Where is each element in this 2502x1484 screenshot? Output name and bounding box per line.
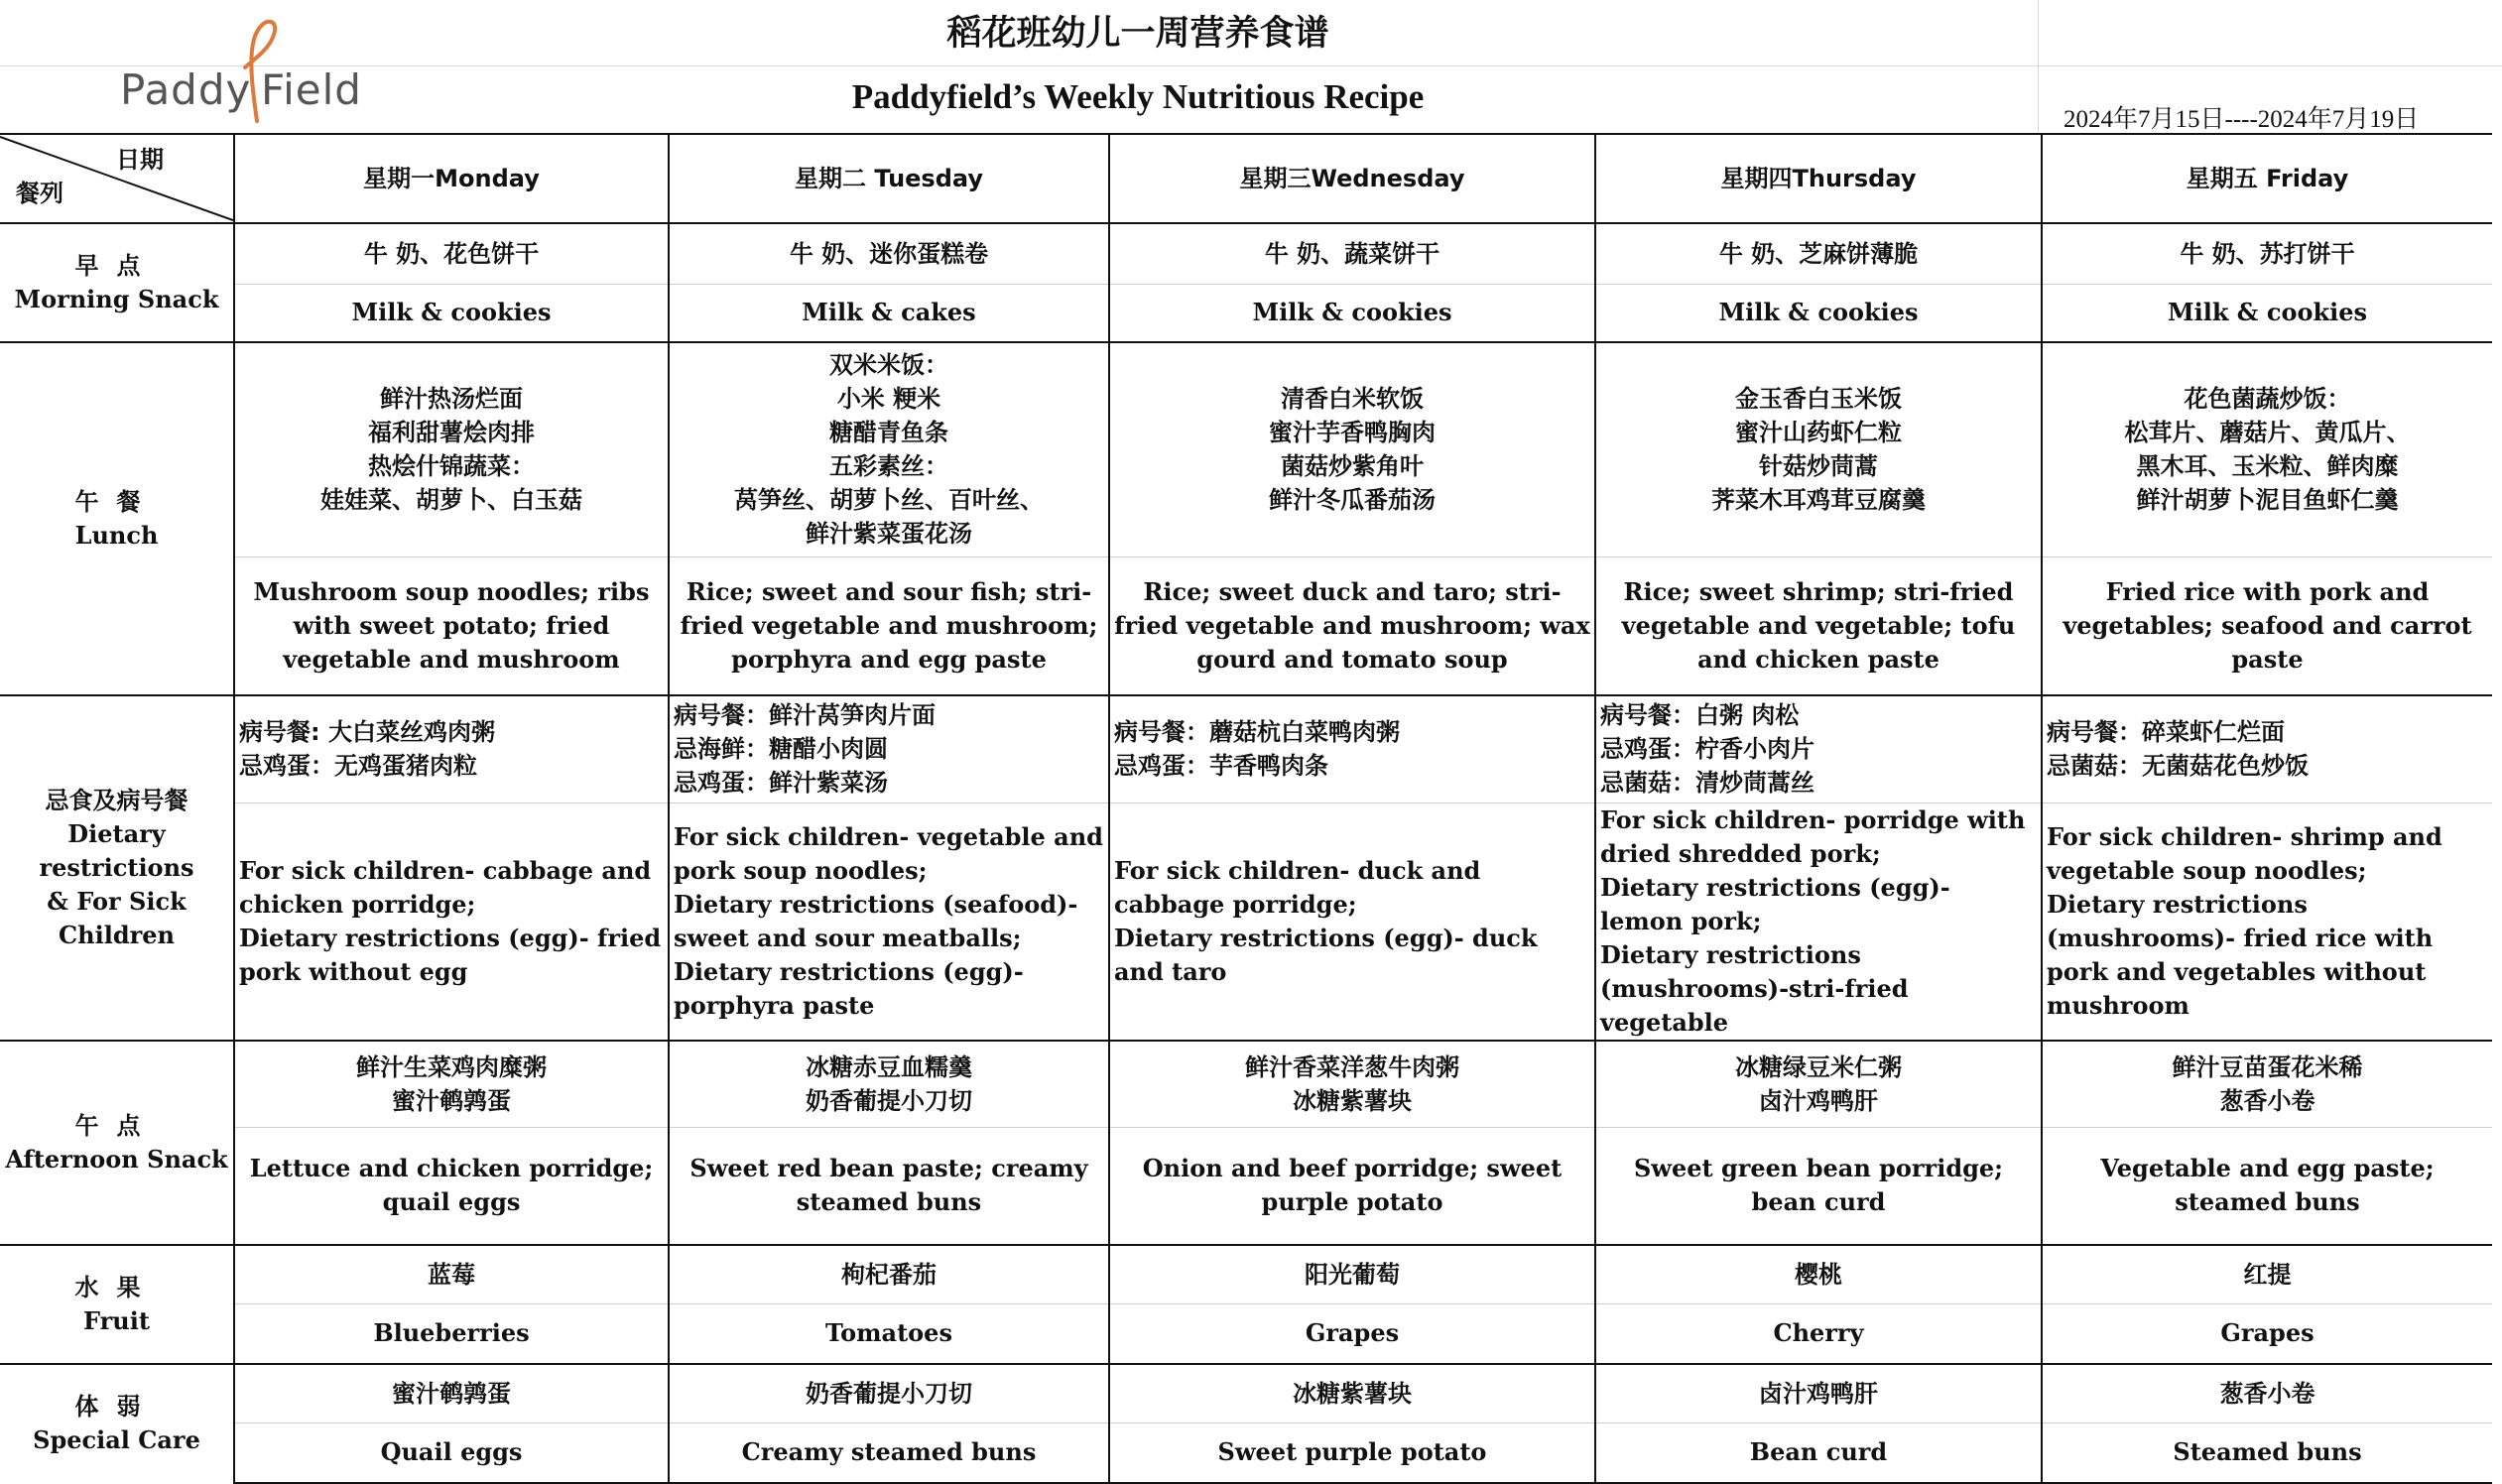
fruit-en-tuesday: Tomatoes <box>669 1304 1109 1364</box>
dietary-en-row <box>0 803 2492 1041</box>
corner-meal-label: 餐列 <box>16 180 63 207</box>
lunch-en-monday: Mushroom soup noodles; ribs with sweet potato; fried vegetable and mushroom <box>234 556 669 695</box>
dietary-cn-row <box>0 695 2492 803</box>
special-en-row <box>0 1423 2492 1483</box>
fruit-en-row <box>0 1304 2492 1364</box>
day-header-row <box>0 134 2492 223</box>
morning-cn-thursday: 牛 奶、芝麻饼薄脆 <box>1595 223 2042 284</box>
lunch-en-tuesday: Rice; sweet and sour fish; stri-fried vegetable and mushroom; porphyra and egg paste <box>669 556 1109 695</box>
grid-line <box>0 65 2502 66</box>
morning-snack-cn-row <box>0 223 2492 284</box>
afternoon-en-tuesday: Sweet red bean paste; creamy steamed buns <box>669 1128 1109 1245</box>
special-en-tuesday: Creamy steamed buns <box>669 1423 1109 1483</box>
lunch-en-row <box>0 556 2492 695</box>
lunch-cn-monday: 鲜汁热汤烂面 福利甜薯烩肉排 热烩什锦蔬菜： 娃娃菜、胡萝卜、白玉菇 <box>234 342 669 556</box>
dietary-cn-friday: 病号餐：碎菜虾仁烂面 忌菌菇：无菌菇花色炒饭 <box>2042 695 2492 803</box>
fruit-cn-row <box>0 1245 2492 1304</box>
afternoon-cn-thursday: 冰糖绿豆米仁粥 卤汁鸡鸭肝 <box>1595 1041 2042 1128</box>
lunch-en-thursday: Rice; sweet shrimp; stri-fried vegetable and vegetable; tofu and chicken paste <box>1595 556 2042 695</box>
lunch-en-friday: Fried rice with pork and vegetables; seafood and carrot paste <box>2042 556 2492 695</box>
dietary-en-tuesday: For sick children- vegetable and pork soup noodles; Dietary restrictions (seafood)- sweet and sour meatballs; Dietary restrictions (egg)- porphyra paste <box>669 803 1109 1041</box>
weekly-menu-table <box>0 133 2492 1484</box>
special-en-wednesday: Sweet purple potato <box>1109 1423 1595 1483</box>
row-label-lunch: 午餐 Lunch <box>0 342 234 695</box>
fruit-cn-monday: 蓝莓 <box>234 1245 669 1304</box>
morning-snack-en-row <box>0 284 2492 342</box>
row-label-special-care: 体弱 Special Care <box>0 1364 234 1483</box>
fruit-cn-friday: 红提 <box>2042 1245 2492 1304</box>
morning-cn-tuesday: 牛 奶、迷你蛋糕卷 <box>669 223 1109 284</box>
morning-en-friday: Milk & cookies <box>2042 284 2492 342</box>
fruit-cn-wednesday: 阳光葡萄 <box>1109 1245 1595 1304</box>
special-en-friday: Steamed buns <box>2042 1423 2492 1483</box>
morning-en-thursday: Milk & cookies <box>1595 284 2042 342</box>
fruit-en-friday: Grapes <box>2042 1304 2492 1364</box>
fruit-en-monday: Blueberries <box>234 1304 669 1364</box>
afternoon-en-friday: Vegetable and egg paste; steamed buns <box>2042 1128 2492 1245</box>
row-label-fruit: 水果 Fruit <box>0 1245 234 1364</box>
day-header-thursday: 星期四Thursday <box>1595 134 2042 223</box>
morning-cn-monday: 牛 奶、花色饼干 <box>234 223 669 284</box>
fruit-en-thursday: Cherry <box>1595 1304 2042 1364</box>
dietary-cn-tuesday: 病号餐：鲜汁莴笋肉片面 忌海鲜：糖醋小肉圆 忌鸡蛋：鲜汁紫菜汤 <box>669 695 1109 803</box>
fruit-cn-tuesday: 枸杞番茄 <box>669 1245 1109 1304</box>
page-title-chinese: 稻花班幼儿一周营养食谱 <box>946 14 1329 54</box>
lunch-cn-row <box>0 342 2492 556</box>
page-title-english: Paddyfield’s Weekly Nutritious Recipe <box>851 77 1425 116</box>
day-header-wednesday: 星期三Wednesday <box>1109 134 1595 223</box>
special-cn-tuesday: 奶香葡提小刀切 <box>669 1364 1109 1423</box>
afternoon-cn-wednesday: 鲜汁香菜洋葱牛肉粥 冰糖紫薯块 <box>1109 1041 1595 1128</box>
corner-cell <box>0 134 234 223</box>
afternoon-en-thursday: Sweet green bean porridge; bean curd <box>1595 1128 2042 1245</box>
afternoon-cn-friday: 鲜汁豆苗蛋花米稀 葱香小卷 <box>2042 1041 2492 1128</box>
logo-text-field: Field <box>261 65 362 114</box>
dietary-en-wednesday: For sick children- duck and cabbage porridge; Dietary restrictions (egg)- duck and taro <box>1109 803 1595 1041</box>
lunch-cn-wednesday: 清香白米软饭 蜜汁芋香鸭胸肉 菌菇炒紫角叶 鲜汁冬瓜番茄汤 <box>1109 342 1595 556</box>
day-header-monday: 星期一Monday <box>234 134 669 223</box>
special-cn-friday: 葱香小卷 <box>2042 1364 2492 1423</box>
special-cn-wednesday: 冰糖紫薯块 <box>1109 1364 1595 1423</box>
fruit-en-wednesday: Grapes <box>1109 1304 1595 1364</box>
day-header-friday: 星期五 Friday <box>2042 134 2492 223</box>
lunch-cn-friday: 花色菌蔬炒饭： 松茸片、蘑菇片、黄瓜片、 黑木耳、玉米粒、鲜肉糜 鲜汁胡萝卜泥目鱼虾仁羹 <box>2042 342 2492 556</box>
dietary-en-monday: For sick children- cabbage and chicken porridge; Dietary restrictions (egg)- fried pork without egg <box>234 803 669 1041</box>
row-label-morning-snack: 早点 Morning Snack <box>0 223 234 342</box>
dietary-cn-thursday: 病号餐：白粥 肉松 忌鸡蛋：柠香小肉片 忌菌菇：清炒茼蒿丝 <box>1595 695 2042 803</box>
afternoon-en-wednesday: Onion and beef porridge; sweet purple potato <box>1109 1128 1595 1245</box>
lunch-cn-tuesday: 双米米饭： 小米 粳米 糖醋青鱼条 五彩素丝： 莴笋丝、胡萝卜丝、百叶丝、 鲜汁紫菜蛋花汤 <box>669 342 1109 556</box>
lunch-cn-thursday: 金玉香白玉米饭 蜜汁山药虾仁粒 针菇炒茼蒿 荠菜木耳鸡茸豆腐羹 <box>1595 342 2042 556</box>
dietary-cn-wednesday: 病号餐：蘑菇杭白菜鸭肉粥 忌鸡蛋：芋香鸭肉条 <box>1109 695 1595 803</box>
fruit-cn-thursday: 樱桃 <box>1595 1245 2042 1304</box>
afternoon-cn-monday: 鲜汁生菜鸡肉糜粥 蜜汁鹌鹑蛋 <box>234 1041 669 1128</box>
afternoon-cn-tuesday: 冰糖赤豆血糯羹 奶香葡提小刀切 <box>669 1041 1109 1128</box>
morning-cn-wednesday: 牛 奶、蔬菜饼干 <box>1109 223 1595 284</box>
special-cn-monday: 蜜汁鹌鹑蛋 <box>234 1364 669 1423</box>
row-label-afternoon-snack: 午点 Afternoon Snack <box>0 1041 234 1245</box>
dietary-cn-monday: 病号餐: 大白菜丝鸡肉粥 忌鸡蛋：无鸡蛋猪肉粒 <box>234 695 669 803</box>
morning-cn-friday: 牛 奶、苏打饼干 <box>2042 223 2492 284</box>
day-header-tuesday: 星期二 Tuesday <box>669 134 1109 223</box>
dietary-en-friday: For sick children- shrimp and vegetable soup noodles; Dietary restrictions (mushrooms)- fried rice with pork and vegetables without mushroom <box>2042 803 2492 1041</box>
corner-date-label: 日期 <box>116 146 164 174</box>
special-cn-row <box>0 1364 2492 1423</box>
special-en-monday: Quail eggs <box>234 1423 669 1483</box>
afternoon-cn-row <box>0 1041 2492 1128</box>
special-en-thursday: Bean curd <box>1595 1423 2042 1483</box>
morning-en-wednesday: Milk & cookies <box>1109 284 1595 342</box>
morning-en-tuesday: Milk & cakes <box>669 284 1109 342</box>
lunch-en-wednesday: Rice; sweet duck and taro; stri-fried vegetable and mushroom; wax gourd and tomato soup <box>1109 556 1595 695</box>
afternoon-en-row <box>0 1128 2492 1245</box>
special-cn-thursday: 卤汁鸡鸭肝 <box>1595 1364 2042 1423</box>
date-range: 2024年7月15日----2024年7月19日 <box>2064 106 2420 133</box>
morning-en-monday: Milk & cookies <box>234 284 669 342</box>
logo-text-paddy: Paddy <box>120 65 252 114</box>
dietary-en-thursday: For sick children- porridge with dried shredded pork; Dietary restrictions (egg)- lemon pork; Dietary restrictions (mushrooms)-stri-fried vegetable <box>1595 803 2042 1041</box>
afternoon-en-monday: Lettuce and chicken porridge; quail eggs <box>234 1128 669 1245</box>
row-label-dietary: 忌食及病号餐 Dietary restrictions & For Sick Children <box>0 695 234 1041</box>
